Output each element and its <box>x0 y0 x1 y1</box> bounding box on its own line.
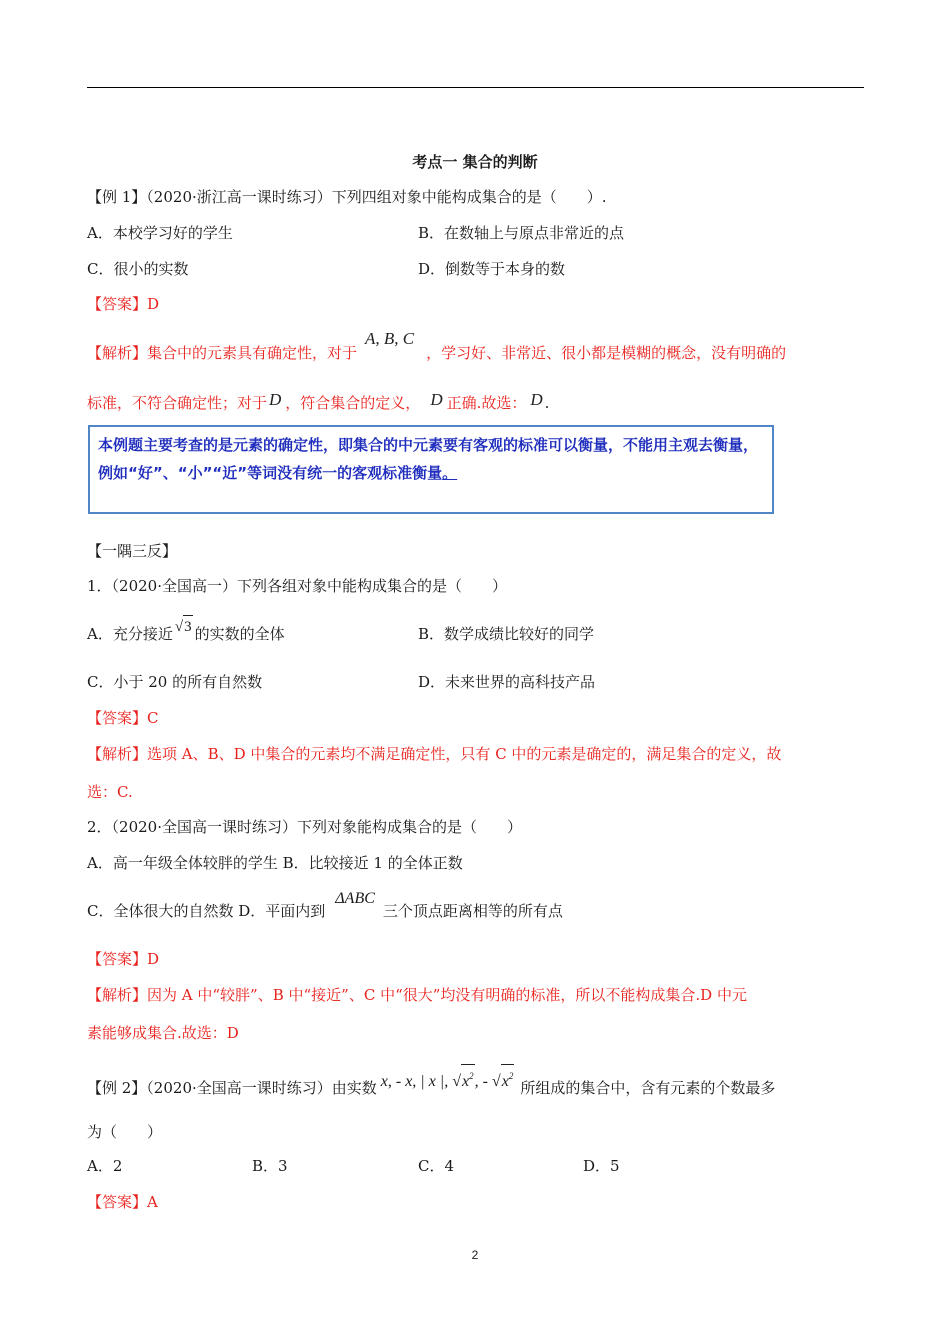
example1-stem: 【例 1】（2020·浙江高一课时练习）下列四组对象中能构成集合的是（ ）. <box>87 188 607 206</box>
page-number: 2 <box>471 1248 479 1262</box>
example1-option-a: A．本校学习好的学生 <box>87 224 233 242</box>
question2-answer: 【答案】D <box>87 950 160 968</box>
math-part: x, - x, | x |, <box>380 1073 453 1090</box>
question2-analysis-line2: 素能够成集合.故选：D <box>87 1024 239 1042</box>
practice-title: 【一隅三反】 <box>87 542 178 560</box>
radicand: x <box>501 1073 509 1090</box>
math-part: , - <box>474 1073 492 1090</box>
question1-analysis-line2: 选：C. <box>87 783 133 801</box>
math-abc: A, B, C <box>365 329 415 348</box>
option-text: 三个顶点距离相等的所有点 <box>382 902 563 920</box>
question1-analysis-line1: 【解析】选项 A、B、D 中集合的元素均不满足确定性，只有 C 中的元素是确定的，满足集合的定义，故 <box>87 745 782 763</box>
section-heading: 考点一 集合的判断 <box>412 153 538 171</box>
example2-option-d: D．5 <box>583 1157 620 1175</box>
sqrt-3: √3 <box>175 615 193 638</box>
question1-option-b: B．数学成绩比较好的同学 <box>418 625 595 643</box>
example2-option-a: A．2 <box>87 1157 123 1175</box>
example2-option-c: C．4 <box>418 1157 455 1175</box>
analysis-text: 正确.故选： <box>446 394 527 412</box>
note-end: 。 <box>442 464 458 482</box>
math-triangle-abc: ΔABC <box>335 890 375 907</box>
note-text <box>98 431 768 487</box>
example2-answer: 【答案】A <box>87 1193 158 1211</box>
example1-option-b: B．在数轴上与原点非常近的点 <box>418 224 625 242</box>
analysis-text: 【解析】集合中的元素具有确定性，对于 <box>87 344 358 362</box>
note-body: 本例题主要考查的是元素的确定性，即集合的中元素要有客观的标准可以衡量，不能用主观去衡量，例如“好”、“小”“近”等词没有统一的客观标准衡量 <box>98 436 759 482</box>
analysis-text: ，学习好、非常近、很小都是模糊的概念，没有明确的 <box>426 344 787 362</box>
analysis-text: 标准，不符合确定性；对于 <box>87 394 268 412</box>
question2-options-ab: A．高一年级全体较胖的学生 B．比较接近 1 的全体正数 <box>87 854 463 872</box>
option-text: C．全体很大的自然数 D．平面内到 <box>87 902 326 920</box>
exponent: 2 <box>508 1071 514 1081</box>
math-d: D <box>430 390 443 409</box>
example1-option-d: D．倒数等于本身的数 <box>418 260 566 278</box>
header-rule <box>87 87 864 88</box>
exponent: 2 <box>469 1071 474 1081</box>
question1-option-d: D．未来世界的高科技产品 <box>418 673 596 691</box>
stem-text: 【例 2】（2020·全国高一课时练习）由实数 <box>87 1079 377 1097</box>
analysis-text: ，符合集合的定义， <box>285 394 421 412</box>
question1-answer: 【答案】C <box>87 709 159 727</box>
stem-text: 所组成的集合中，含有元素的个数最多 <box>520 1079 776 1097</box>
option-text: 的实数的全体 <box>194 625 285 643</box>
math-expression <box>381 1073 515 1090</box>
math-d: D <box>269 390 282 409</box>
question2-options-cd <box>87 890 563 923</box>
question1-option-a <box>87 619 285 646</box>
analysis-text: . <box>544 394 550 412</box>
example2-option-b: B．3 <box>252 1157 288 1175</box>
example2-stem-line1 <box>87 1071 775 1100</box>
example1-option-c: C．很小的实数 <box>87 260 189 278</box>
radicand: x <box>461 1073 470 1090</box>
sqrt-x-squared: $√x^2$ <box>492 1064 514 1093</box>
question1-option-c: C．小于 20 的所有自然数 <box>87 673 263 691</box>
option-text: A．充分接近 <box>87 625 173 643</box>
example1-analysis-line2 <box>87 392 549 414</box>
math-d: D <box>530 390 543 409</box>
question1-stem: 1．（2020·全国高一）下列各组对象中能构成集合的是（ ） <box>87 577 507 595</box>
example1-analysis-line1 <box>87 329 787 364</box>
question2-analysis-line1: 【解析】因为 A 中“较胖”、B 中“接近”、C 中“很大”均没有明确的标准，所以不能构成集合.D 中元 <box>87 986 747 1004</box>
example2-stem-line2: 为（ ） <box>87 1123 163 1141</box>
sqrt-x-squared: $√x^2$ <box>452 1064 474 1093</box>
example1-answer: 【答案】D <box>87 295 160 313</box>
question2-stem: 2．（2020·全国高一课时练习）下列对象能构成集合的是（ ） <box>87 818 522 836</box>
radicand: 3 <box>183 615 193 638</box>
